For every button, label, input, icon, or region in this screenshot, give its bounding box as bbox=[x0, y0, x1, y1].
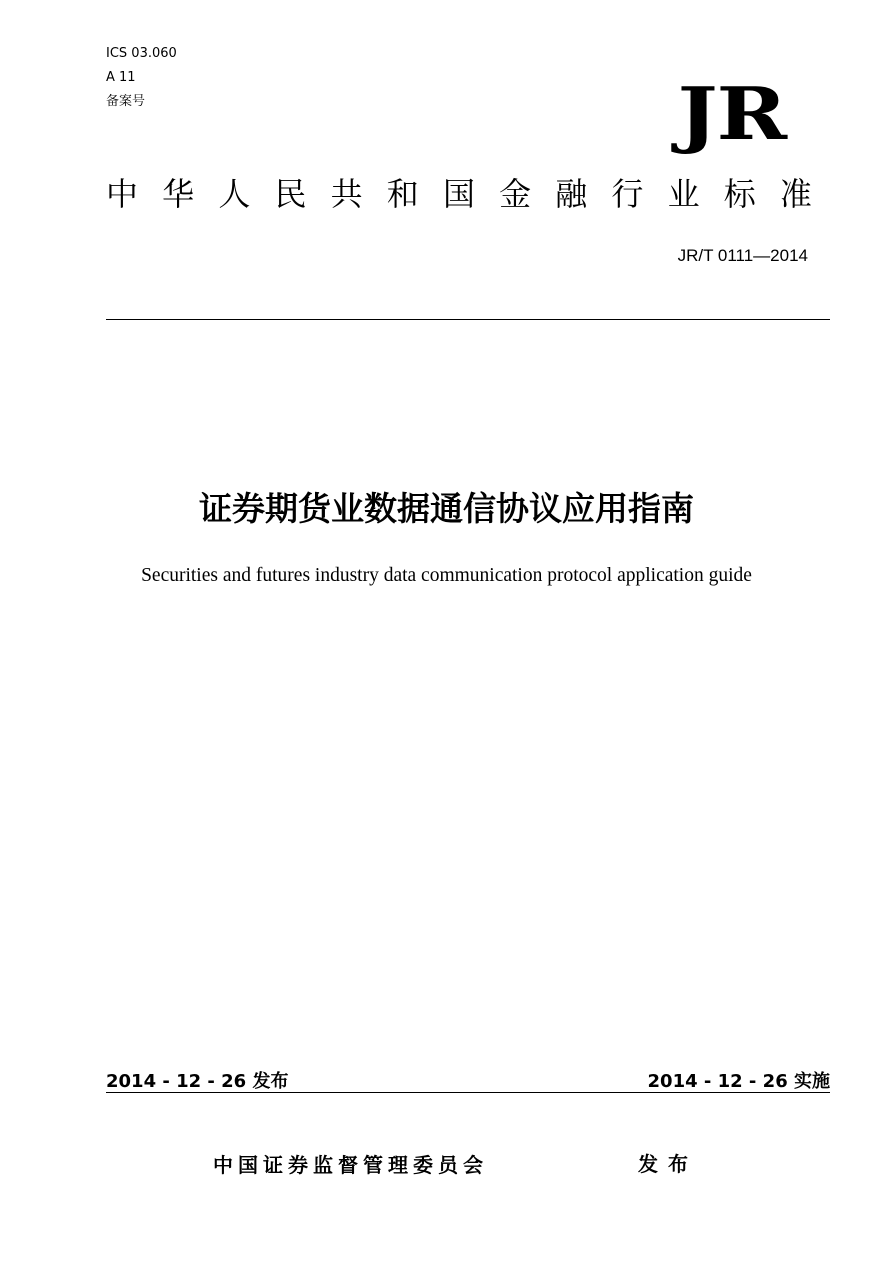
heading-char: 融 bbox=[555, 175, 588, 213]
heading-char: 准 bbox=[779, 175, 812, 213]
document-title-chinese: 证券期货业数据通信协议应用指南 bbox=[199, 489, 694, 528]
heading-char: 国 bbox=[442, 175, 475, 213]
heading-char: 金 bbox=[499, 175, 532, 213]
release-date: 2014 - 12 - 26 发布 bbox=[106, 1071, 289, 1092]
heading-char: 中 bbox=[106, 175, 139, 213]
header-divider bbox=[106, 319, 830, 320]
heading-char: 人 bbox=[218, 175, 251, 213]
ics-code: ICS 03.060 bbox=[106, 46, 177, 61]
heading-char: 民 bbox=[274, 175, 307, 213]
heading-char: 行 bbox=[611, 175, 644, 213]
ccs-code: A 11 bbox=[106, 70, 136, 85]
heading-char: 业 bbox=[667, 175, 700, 213]
document-title-english: Securities and futures industry data communication protocol application guide bbox=[141, 565, 752, 586]
heading-char: 和 bbox=[386, 175, 419, 213]
record-number-label: 备案号 bbox=[106, 94, 146, 109]
issuing-authority: 中国证券监督管理委员会 bbox=[213, 1153, 488, 1177]
industry-standard-heading bbox=[106, 174, 812, 214]
heading-char: 共 bbox=[330, 175, 363, 213]
heading-char: 华 bbox=[162, 175, 195, 213]
implementation-date: 2014 - 12 - 26 实施 bbox=[647, 1071, 830, 1092]
issue-label: 发布 bbox=[638, 1152, 698, 1176]
heading-char: 标 bbox=[723, 175, 756, 213]
standard-number: JR/T 0111—2014 bbox=[677, 246, 808, 265]
jr-logo: JR bbox=[677, 71, 786, 156]
date-divider bbox=[106, 1092, 830, 1093]
